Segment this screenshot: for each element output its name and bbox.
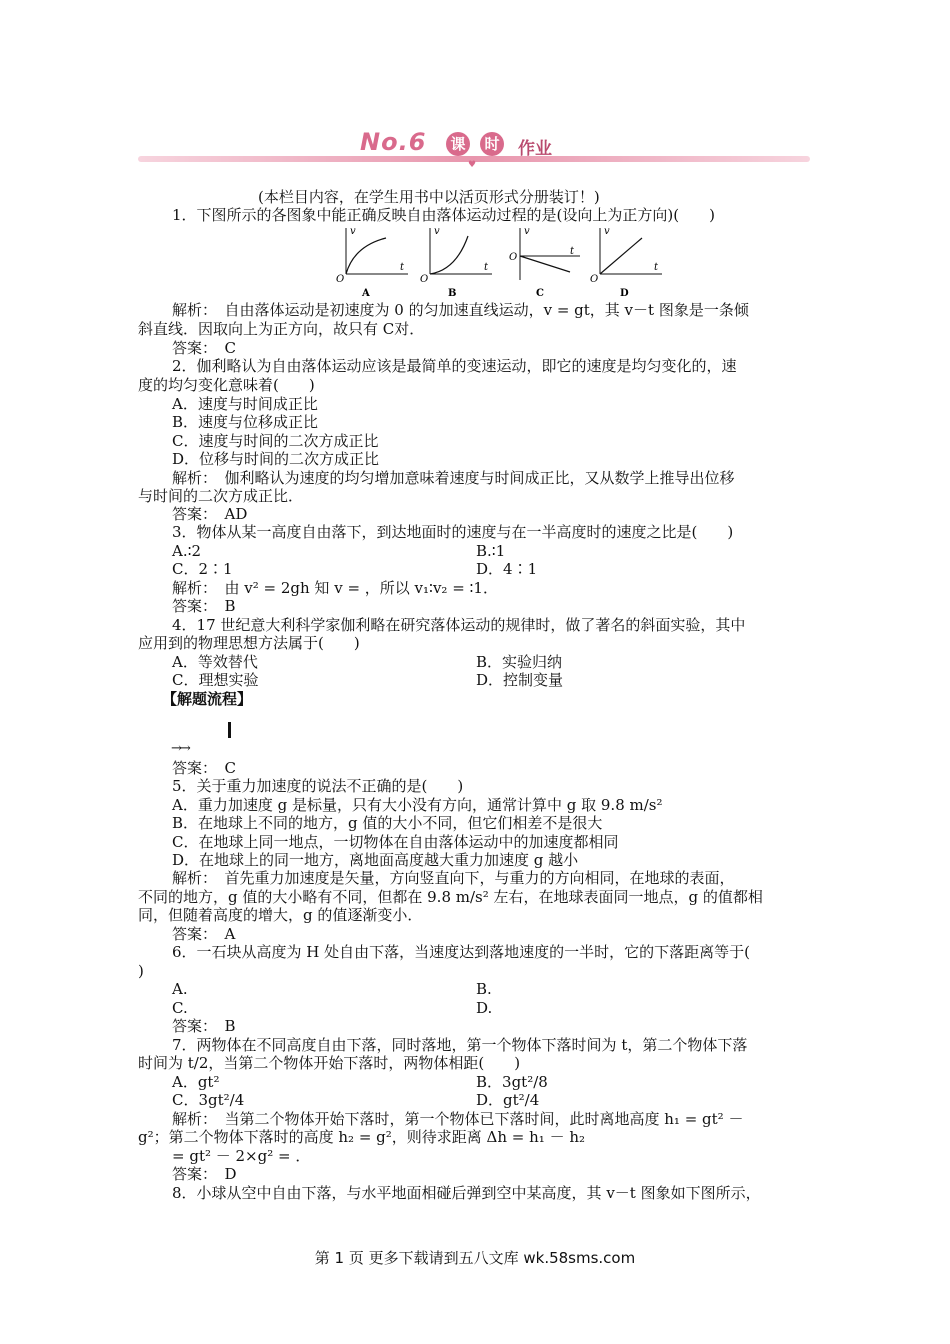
q3-option-c: C．2∶1: [172, 560, 233, 578]
graph-a-o: O: [336, 274, 345, 285]
banner-word: 作业: [518, 139, 552, 159]
q1-analysis-1: 解析： 自由落体运动是初速度为 0 的匀加速直线运动，v = gt，其 v－t 图象是一条倾: [172, 301, 749, 319]
graph-b-t: t: [484, 262, 489, 273]
q1-stem: 1．下图所示的各图象中能正确反映自由落体运动过程的是(设向上为正方向)( ): [172, 206, 715, 224]
q2-analysis-2: 与时间的二次方成正比．: [138, 487, 304, 505]
q6-answer: 答案： B: [172, 1017, 236, 1035]
q5-analysis-1: 解析： 首先重力加速度是矢量，方向竖直向下，与重力的方向相同，在地球的表面，: [172, 869, 735, 887]
q6-option-b: B.: [476, 980, 492, 998]
q5-option-b: B．在地球上不同的地方，g 值的大小不同，但它们相差不是很大: [172, 814, 603, 832]
q4-option-b: B．实验归纳: [476, 653, 563, 671]
banner-number: No.6: [360, 128, 427, 156]
q3-option-b: B.∶1: [476, 542, 506, 560]
q5-option-d: D．在地球上的同一地方，离地面高度越大重力加速度 g 越小: [172, 851, 579, 869]
q7-analysis-1: 解析： 当第二个物体开始下落时，第一个物体已下落时间，此时离地高度 h₁ = gt² －: [172, 1110, 744, 1128]
graph-a-v: v: [350, 226, 356, 237]
graph-c-label: C: [536, 288, 544, 299]
heart-icon: ♥: [468, 160, 477, 170]
q7-option-d: D．gt²/4: [476, 1091, 540, 1109]
q5-option-c: C．在地球上同一地点，一切物体在自由落体运动中的加速度都相同: [172, 833, 619, 851]
graph-b-v: v: [434, 226, 440, 237]
q6-stem-2: ): [138, 962, 144, 980]
graph-d-t: t: [654, 262, 659, 273]
graph-b-o: O: [420, 274, 429, 285]
q2-answer: 答案： AD: [172, 505, 248, 523]
notice: (本栏目内容，在学生用书中以活页形式分册装订！): [258, 188, 600, 206]
q2-option-a: A．速度与时间成正比: [172, 395, 318, 413]
q5-answer: 答案： A: [172, 925, 236, 943]
q7-option-b: B．3gt²/8: [476, 1073, 548, 1091]
q2-option-b: B．速度与位移成正比: [172, 413, 319, 431]
q6-option-a: A.: [172, 980, 188, 998]
graph-a: [336, 224, 416, 300]
q4-flow-heading: 【解题流程】: [162, 690, 253, 708]
page-footer: 第 1 页 更多下载请到五八文库 wk.58sms.com: [314, 1249, 636, 1267]
q1-answer: 答案： C: [172, 339, 236, 357]
graph-c: [508, 224, 588, 300]
q7-option-c: C．3gt²/4: [172, 1091, 245, 1109]
q7-option-a: A．gt²: [172, 1073, 220, 1091]
q5-option-a: A．重力加速度 g 是标量，只有大小没有方向，通常计算中 g 取 9.8 m/s²: [172, 796, 663, 814]
flow-arrows-icon: →→: [171, 741, 189, 756]
graph-b: [420, 224, 500, 300]
graph-c-o: O: [509, 252, 518, 263]
q7-analysis-2: g²；第二个物体下落时的高度 h₂ = g²，则待求距离 Δh = h₁ － h₂: [138, 1128, 586, 1146]
q4-option-a: A．等效替代: [172, 653, 258, 671]
graph-d-o: O: [590, 274, 599, 285]
graph-d-v: v: [604, 226, 610, 237]
q1-analysis-2: 斜直线．因取向上为正方向，故只有 C对．: [138, 320, 425, 338]
q3-option-a: A.∶2: [172, 542, 202, 560]
graph-c-v: v: [524, 226, 530, 237]
q3-analysis: 解析： 由 v² = 2gh 知 v = ，所以 v₁∶v₂ = ∶1．: [172, 579, 498, 597]
q7-analysis-3: = gt² － 2×g² = ．: [172, 1147, 311, 1165]
q2-option-c: C．速度与时间的二次方成正比: [172, 432, 379, 450]
q7-stem-2: 时间为 t/2，当第二个物体开始下落时，两物体相距( ): [138, 1054, 521, 1072]
q2-option-d: D．位移与时间的二次方成正比: [172, 450, 380, 468]
q5-stem: 5．关于重力加速度的说法不正确的是( ): [172, 777, 464, 795]
q7-answer: 答案： D: [172, 1165, 237, 1183]
banner-pill-ke: 课: [446, 132, 470, 156]
graph-a-svg: [336, 224, 416, 300]
q6-stem-1: 6．一石块从高度为 H 处自由下落，当速度达到落地速度的一半时，它的下落距离等于(: [172, 943, 751, 961]
q7-stem-1: 7．两物体在不同高度自由下落，同时落地，第一个物体下落时间为 t，第二个物体下落: [172, 1036, 748, 1054]
q4-stem-2: 应用到的物理思想方法属于( ): [138, 634, 360, 652]
q5-analysis-3: 同，但随着高度的增大，g 的值逐渐变小．: [138, 906, 423, 924]
graph-a-t: t: [400, 262, 405, 273]
q8-stem: 8．小球从空中自由下落，与水平地面相碰后弹到空中某高度，其 v－t 图象如下图所示，: [172, 1184, 761, 1202]
banner-pill-shi: 时: [480, 132, 504, 156]
graph-a-label: A: [362, 288, 370, 299]
graph-d-svg: [590, 224, 670, 300]
q4-option-d: D．控制变量: [476, 671, 564, 689]
q4-answer: 答案： C: [172, 759, 236, 777]
graph-b-svg: [420, 224, 500, 300]
q4-option-c: C．理想实验: [172, 671, 259, 689]
q2-stem-2: 度的均匀变化意味着( ): [138, 376, 315, 394]
graph-b-label: B: [448, 288, 457, 299]
graph-c-t: t: [570, 246, 575, 257]
graph-c-svg: [508, 224, 588, 300]
q2-stem-1: 2．伽利略认为自由落体运动应该是最简单的变速运动，即它的速度是均匀变化的，速: [172, 357, 737, 375]
q4-stem-1: 4．17 世纪意大利科学家伽利略在研究落体运动的规律时，做了著名的斜面实验，其中: [172, 616, 746, 634]
graph-d: [590, 224, 670, 300]
q3-option-d: D．4∶1: [476, 560, 538, 578]
q6-option-c: C.: [172, 999, 188, 1017]
flow-bar-icon: [228, 722, 231, 738]
homework-banner: [138, 124, 810, 168]
q3-answer: 答案： B: [172, 597, 236, 615]
graph-d-label: D: [620, 288, 629, 299]
q3-stem: 3．物体从某一高度自由落下，到达地面时的速度与在一半高度时的速度之比是( ): [172, 523, 734, 541]
q2-analysis-1: 解析： 伽利略认为速度的均匀增加意味着速度与时间成正比，又从数学上推导出位移: [172, 469, 735, 487]
q5-analysis-2: 不同的地方，g 值的大小略有不同，但都在 9.8 m/s² 左右，在地球表面同一地点，g 的值都相: [138, 888, 763, 906]
q6-option-d: D.: [476, 999, 493, 1017]
